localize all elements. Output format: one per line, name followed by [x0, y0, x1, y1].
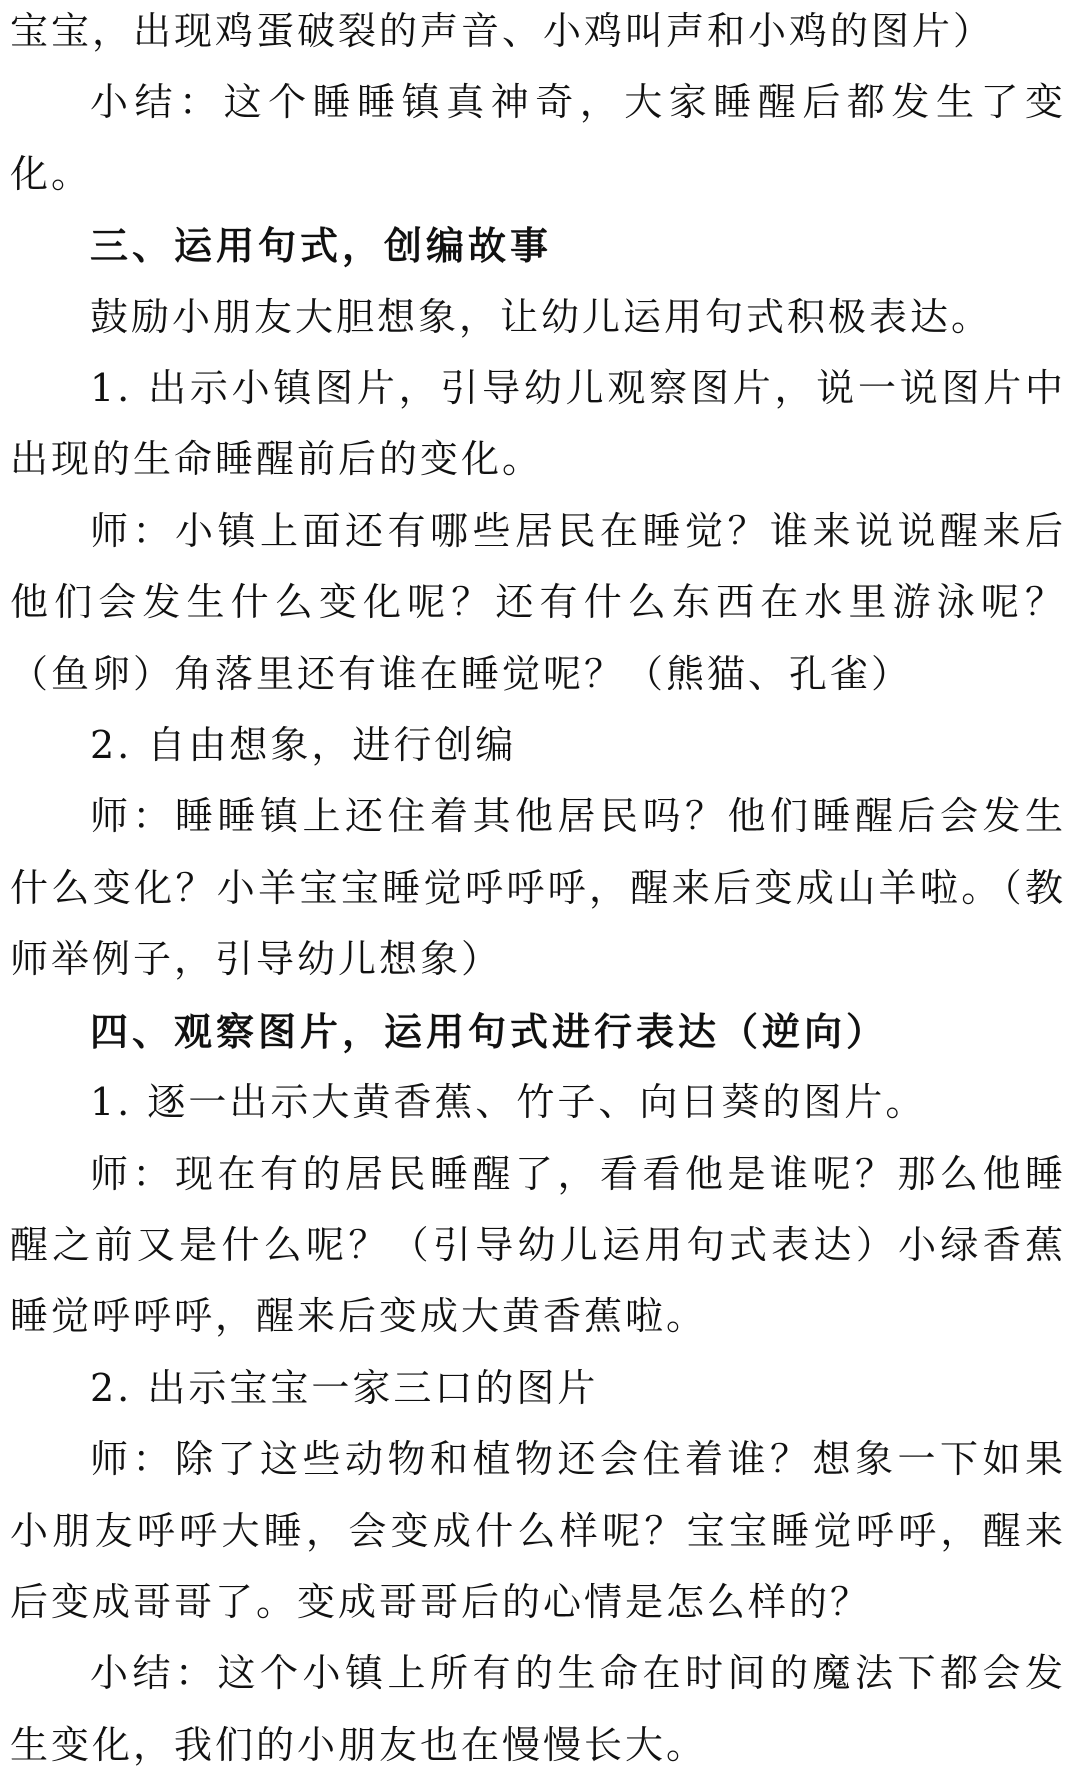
paragraph-summary-1: 小结：这个睡睡镇真神奇，大家睡醒后都发生了变化。 [10, 80, 1066, 196]
paragraph-step-1: 1. 出示小镇图片，引导幼儿观察图片，说一说图片中出现的生命睡醒前后的变化。 [10, 366, 1066, 482]
paragraph-teacher-question: 师：除了这些动物和植物还会住着谁？想象一下如果小朋友呼呼大睡，会变成什么样呢？宝宝睡觉呼呼，醒来后变成哥哥了。变成哥哥后的心情是怎么样的？ [10, 1437, 1066, 1624]
section-heading-4: 四、观察图片，运用句式进行表达（逆向） [90, 1008, 889, 1054]
paragraph-continuation: 宝宝，出现鸡蛋破裂的声音、小鸡叫声和小鸡的图片） [10, 9, 995, 53]
paragraph-teacher-question: 师：睡睡镇上还住着其他居民吗？他们睡醒后会发生什么变化？小羊宝宝睡觉呼呼呼，醒来后变成山羊啦。（教师举例子，引导幼儿想象） [10, 794, 1066, 982]
paragraph-step-2: 2. 出示宝宝一家三口的图片 [90, 1365, 599, 1410]
paragraph-step-1: 1. 逐一出示大黄香蕉、竹子、向日葵的图片。 [90, 1080, 927, 1125]
section-heading-3: 三、运用句式，创编故事 [90, 223, 553, 269]
paragraph-summary-2: 小结：这个小镇上所有的生命在时间的魔法下都会发生变化，我们的小朋友也在慢慢长大。 [10, 1651, 1066, 1767]
paragraph: 鼓励小朋友大胆想象，让幼儿运用句式积极表达。 [90, 294, 993, 339]
paragraph-step-2: 2. 自由想象，进行创编 [90, 723, 517, 768]
paragraph-teacher-question: 师：现在有的居民睡醒了，看看他是谁呢？那么他睡醒之前又是什么呢？（引导幼儿运用句式表达）小绿香蕉睡觉呼呼呼，醒来后变成大黄香蕉啦。 [10, 1151, 1066, 1339]
paragraph-teacher-question: 师：小镇上面还有哪些居民在睡觉？谁来说说醒来后他们会发生什么变化呢？还有什么东西在水里游泳呢？（鱼卵）角落里还有谁在睡觉呢？（熊猫、孔雀） [10, 508, 1066, 696]
